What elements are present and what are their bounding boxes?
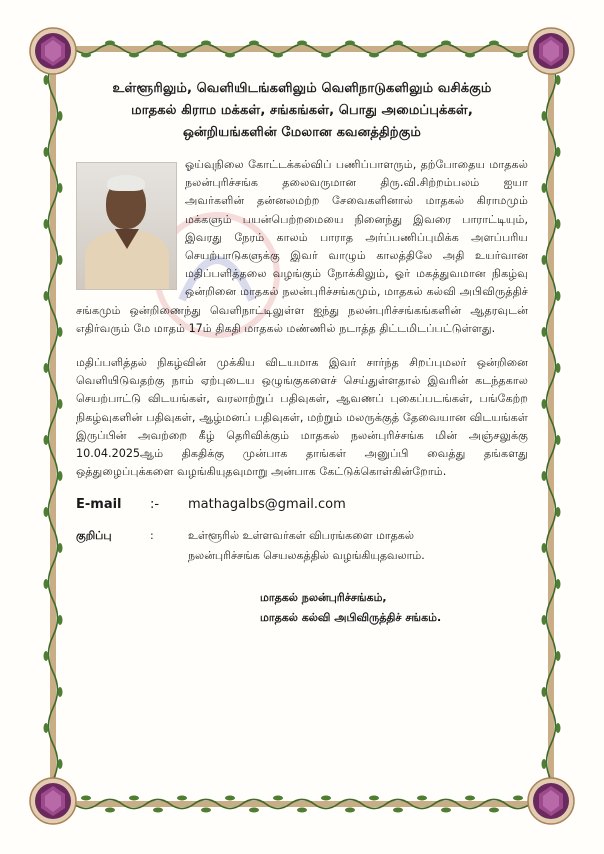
portrait-photo bbox=[76, 162, 177, 290]
signature-line-1: மாதகல் நலன்புரிச்சங்கம், bbox=[260, 591, 387, 605]
email-address-link[interactable]: mathagalbs@gmail.com bbox=[188, 497, 346, 513]
vine-border-bottom bbox=[50, 793, 554, 815]
email-row bbox=[76, 497, 528, 512]
purple-gem-corner-icon bbox=[28, 26, 78, 76]
vine-border-left bbox=[42, 60, 64, 795]
vine-border-top bbox=[50, 38, 554, 60]
purple-gem-corner-icon bbox=[526, 776, 576, 826]
note-line-2: நலன்புரிச்சங்க செயலகத்தில் வழங்கியுதவலாம். bbox=[188, 549, 425, 563]
intro-paragraph: ஓய்வுநிலை கோட்டக்கல்விப் பணிப்பாளரும், தற்போதைய மாதகல் நலன்புரிச்சங்க தலைவருமான திரு.வி.சிற்றம்பலம் ஐயா அவர்களின் தன்னலமற்ற சேவைகளினால் மாதகல் கிராமமும் மக்களும் பயன்பெற்றமையை நினைந்து இவரை பாராட்டியும், இவரது நேரம் காலம் பாராத அர்ப்பணிப்புமிக்க அளப்பரிய செயற்பாடுகளுக்கு இவர் வாழும் காலத்திலே அதி உயர்வான மதிப்பளித்தலை வழங்கும் நோக்கிலும், ஓர் மகத்துவமான நிகழ்வு ஒன்றினை மாதகல் நலன்புரிச்சங்கமும், மாதகல் கல்வி அபிவிருத்திச் சங்கமும் ஒன்றிணைந்து வெளிநாட்டிலுள்ள ஐந்து நலன்புரிச்சங்கங்களின் ஆதரவுடன் எதிர்வரும் மே மாதம் 17ம் திகதி மாதகல் மண்ணில் நடாத்த திட்டமிடப்பட்டுள்ளது. bbox=[76, 158, 528, 335]
purple-gem-corner-icon bbox=[526, 26, 576, 76]
signature-line-2: மாதகல் கல்வி அபிவிருத்திச் சங்கம். bbox=[260, 611, 442, 625]
heading-line-3: ஒன்றியங்களின் மேலான கவனத்திற்கும் bbox=[182, 125, 422, 140]
purple-gem-corner-icon bbox=[28, 776, 78, 826]
note-row bbox=[76, 526, 528, 566]
email-separator: :- bbox=[150, 497, 160, 513]
email-label: E-mail bbox=[76, 497, 122, 513]
note-text bbox=[188, 526, 528, 566]
heading-line-1: உள்ளூரிலும், வெளியிடங்களிலும் வெளிநாடுகளிலும் வசிக்கும் bbox=[112, 81, 492, 96]
body-paragraph: மதிப்பளித்தல் நிகழ்வின் முக்கிய விடயமாக இவர் சார்ந்த சிறப்புமலர் ஒன்றினை வெளியிடுவதற்கு நாம் ஏற்புடைய ஒழுங்குகளைச் செய்துள்ளதால் இவரின் கடந்தகால செயற்பாட்டு விடயங்கள், வரலாற்றுப் பதிவுகள், ஆவணப் புகைப்படங்கள், பங்கேற்ற நிகழ்வுகளின் பதிவுகள், ஆழ்மனப் பதிவுகள், மற்றும் மலருக்குத் தேவையான விடயங்கள் இருப்பின் அவற்றை கீழ் தெரிவிக்கும் மாதகல் நலன்புரிச்சங்க மின் அஞ்சலுக்கு 10.04.2025ஆம் திகதிக்கு முன்பாக தாங்கள் அனுப்பி வைத்து தங்களது ஒத்துழைப்புக்களை வழங்கியுதவுமாறு அன்பாக கேட்டுக்கொள்கின்றோம். bbox=[76, 356, 528, 479]
note-label: குறிப்பு bbox=[76, 529, 112, 543]
heading-line-2: மாதகல் கிராம மக்கள், சங்கங்கள், பொது அமைப்புக்கள், bbox=[131, 103, 473, 118]
intro-section bbox=[76, 156, 528, 338]
notice-heading bbox=[76, 78, 528, 144]
note-line-1: உள்ளூரில் உள்ளவர்கள் விபரங்களை மாதகல் bbox=[188, 529, 414, 543]
notice-content bbox=[76, 78, 528, 628]
signature-block bbox=[260, 588, 528, 628]
note-separator: : bbox=[150, 529, 154, 543]
vine-border-right bbox=[540, 60, 562, 795]
